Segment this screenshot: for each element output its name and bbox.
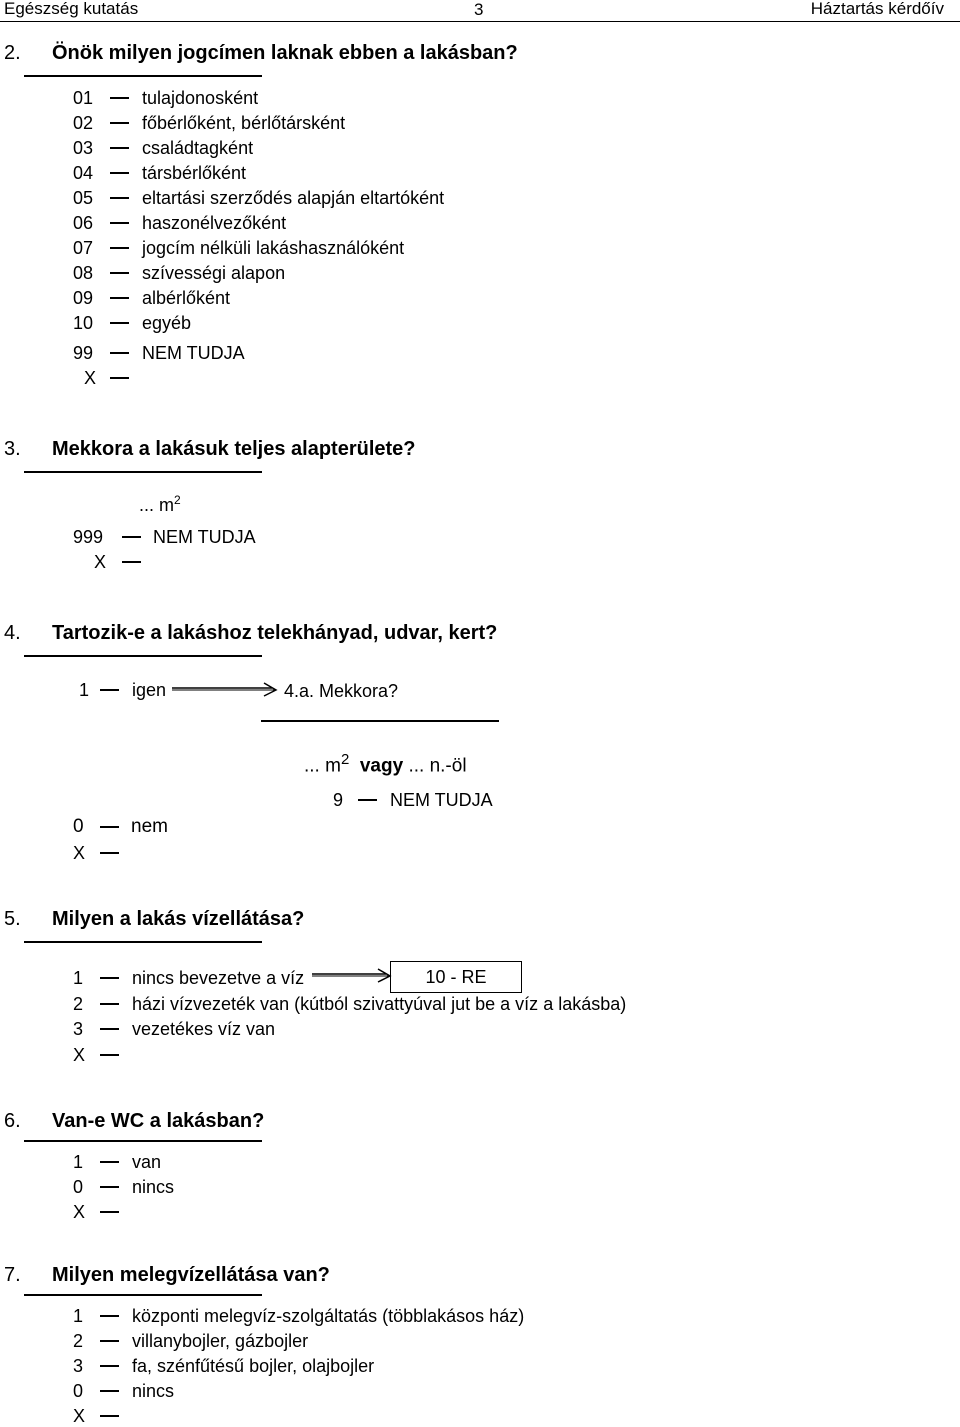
q5-option-dash <box>100 1003 119 1005</box>
q5-option-label: házi vízvezeték van (kútból szivattyúval jut be a víz a lakásba) <box>132 993 627 1014</box>
q5-option-dash <box>100 977 119 979</box>
q7-option-label: nincs <box>132 1381 175 1401</box>
q2-option-code: 05 <box>73 188 94 208</box>
q5-skip-arrow-icon <box>312 968 394 984</box>
q2-option-dash <box>110 322 129 324</box>
q2-underline <box>24 75 262 77</box>
q2-option-code: 07 <box>73 238 94 258</box>
q5-skip-box: 10 - RE <box>390 961 522 993</box>
q2-option-code: 04 <box>73 163 94 183</box>
q2-option-code: 08 <box>73 263 94 283</box>
q2-option-label: eltartási szerződés alapján eltartóként <box>142 188 445 208</box>
q2-option-dash <box>110 97 129 99</box>
q7-option-label: központi melegvíz-szolgáltatás (többlakásos ház) <box>132 1306 525 1326</box>
q2-option-code: X <box>84 368 97 388</box>
header-left: Egészség kutatás <box>4 0 139 18</box>
q2-option-dash <box>110 247 129 249</box>
q4a-or: vagy <box>359 755 404 777</box>
q3-unit-sup: 2 <box>174 493 181 507</box>
q3-unit: m <box>159 495 175 515</box>
q2-number: 2. <box>4 42 21 64</box>
q4a-underline <box>261 720 499 722</box>
q6-text: Van-e WC a lakásban? <box>52 1110 265 1132</box>
q3-x-code: X <box>94 552 107 572</box>
q5-option-code: 3 <box>73 1019 84 1039</box>
q7-option-dash <box>100 1415 119 1417</box>
q4-skip-arrow-icon <box>172 682 282 698</box>
q5-option-code: X <box>73 1044 86 1065</box>
q2-option-label: főbérlőként, bérlőtársként <box>142 113 346 133</box>
q5-option-label: nincs bevezetve a víz <box>132 968 305 988</box>
q4-x-dash <box>100 852 119 854</box>
q2-option-dash <box>110 122 129 124</box>
q4-no-code: 0 <box>73 816 84 837</box>
q4-yes-label: igen <box>132 680 167 700</box>
q4a-dk-label: NEM TUDJA <box>390 790 493 810</box>
q4-text: Tartozik-e a lakáshoz telekhányad, udvar, kert? <box>52 622 498 644</box>
q2-option-dash <box>110 297 129 299</box>
q7-option-code: 2 <box>73 1331 84 1351</box>
q4a-label: 4.a. Mekkora? <box>284 681 399 701</box>
q2-option-dash <box>110 222 129 224</box>
q4-x-code: X <box>73 843 86 863</box>
q6-option-label: nincs <box>132 1177 175 1197</box>
q4-underline <box>24 655 262 657</box>
q7-option-label: villanybojler, gázbojler <box>132 1331 309 1351</box>
q7-option-label: fa, szénfűtésű bojler, olajbojler <box>132 1356 375 1376</box>
q7-option-code: X <box>73 1406 86 1426</box>
q2-option-label: albérlőként <box>142 288 231 308</box>
q5-option-label: vezetékes víz van <box>132 1019 276 1039</box>
q2-option-label: egyéb <box>142 313 192 333</box>
q6-option-code: 0 <box>73 1177 84 1197</box>
q4-yes-code: 1 <box>79 680 90 700</box>
q2-option-code: 99 <box>73 343 94 363</box>
q3-text: Mekkora a lakásuk teljes alapterülete? <box>52 438 416 460</box>
q3-dk-dash <box>122 536 141 538</box>
q4a-dk-code: 9 <box>333 790 344 810</box>
q4a-answer <box>304 752 467 775</box>
q5-number: 5. <box>4 908 21 930</box>
q3-number: 3. <box>4 438 21 460</box>
q4-yes-dash <box>100 689 119 691</box>
q4a-unit-sup: 2 <box>340 751 350 768</box>
q2-option-code: 06 <box>73 213 94 233</box>
q6-option-dash <box>100 1161 119 1163</box>
q2-option-dash <box>110 352 129 354</box>
q6-option-dash <box>100 1211 119 1213</box>
q4a-dk-dash <box>358 799 377 801</box>
q7-number: 7. <box>4 1264 21 1286</box>
q4-no-label: nem <box>131 816 168 837</box>
q3-dk-code: 999 <box>73 527 104 547</box>
q7-option-code: 3 <box>73 1356 84 1376</box>
q6-option-code: 1 <box>73 1152 84 1172</box>
q2-option-dash <box>110 377 129 379</box>
q6-option-code: X <box>73 1202 86 1222</box>
q5-option-dash <box>100 1054 119 1056</box>
q7-option-code: 0 <box>73 1381 84 1401</box>
q5-underline <box>24 941 262 943</box>
q2-option-dash <box>110 272 129 274</box>
header-divider <box>0 21 960 22</box>
q2-option-code: 02 <box>73 113 94 133</box>
q3-dk-label: NEM TUDJA <box>153 527 256 547</box>
q2-option-label: tulajdonosként <box>142 88 259 108</box>
q4-no-dash <box>100 826 119 828</box>
q2-option-code: 10 <box>73 313 94 333</box>
q2-option-label: családtagként <box>142 138 254 158</box>
q4a-unit: m <box>325 755 341 777</box>
q2-option-dash <box>110 172 129 174</box>
q2-option-label: társbérlőként <box>142 163 247 183</box>
q6-underline <box>24 1140 262 1142</box>
q2-option-dash <box>110 147 129 149</box>
q5-option-dash <box>100 1028 119 1030</box>
q4a-dots-2: ... <box>408 755 425 777</box>
q5-option-code: 1 <box>73 968 84 988</box>
q5-option-code: 2 <box>73 993 84 1014</box>
q2-option-code: 09 <box>73 288 94 308</box>
q7-option-dash <box>100 1315 119 1317</box>
q5-text: Milyen a lakás vízellátása? <box>52 908 305 930</box>
q6-number: 6. <box>4 1110 21 1132</box>
q2-text: Önök milyen jogcímen laknak ebben a lakásban? <box>52 42 518 64</box>
q2-option-label: jogcím nélküli lakáshasználóként <box>142 238 405 258</box>
q4a-unit-2: n.-öl <box>429 755 467 777</box>
q3-x-dash <box>122 561 141 563</box>
q4a-dots: ... <box>304 755 320 777</box>
q2-option-code: 03 <box>73 138 94 158</box>
q7-underline <box>24 1294 262 1296</box>
q2-option-dash <box>110 197 129 199</box>
page-number: 3 <box>474 0 484 19</box>
q3-area-answer <box>139 494 181 514</box>
q4-number: 4. <box>4 622 21 644</box>
q7-option-code: 1 <box>73 1306 84 1326</box>
q6-option-label: van <box>132 1152 162 1172</box>
q2-option-label: szívességi alapon <box>142 263 286 283</box>
q3-underline <box>24 471 262 473</box>
q2-option-code: 01 <box>73 88 94 108</box>
q3-answer-dots: ... <box>139 495 155 515</box>
q2-option-label: NEM TUDJA <box>142 343 245 363</box>
q7-option-dash <box>100 1365 119 1367</box>
q2-option-label: haszonélvezőként <box>142 213 287 233</box>
q7-option-dash <box>100 1390 119 1392</box>
q7-text: Milyen melegvízellátása van? <box>52 1264 330 1286</box>
q6-option-dash <box>100 1186 119 1188</box>
q7-option-dash <box>100 1340 119 1342</box>
header-right: Háztartás kérdőív <box>810 0 944 18</box>
